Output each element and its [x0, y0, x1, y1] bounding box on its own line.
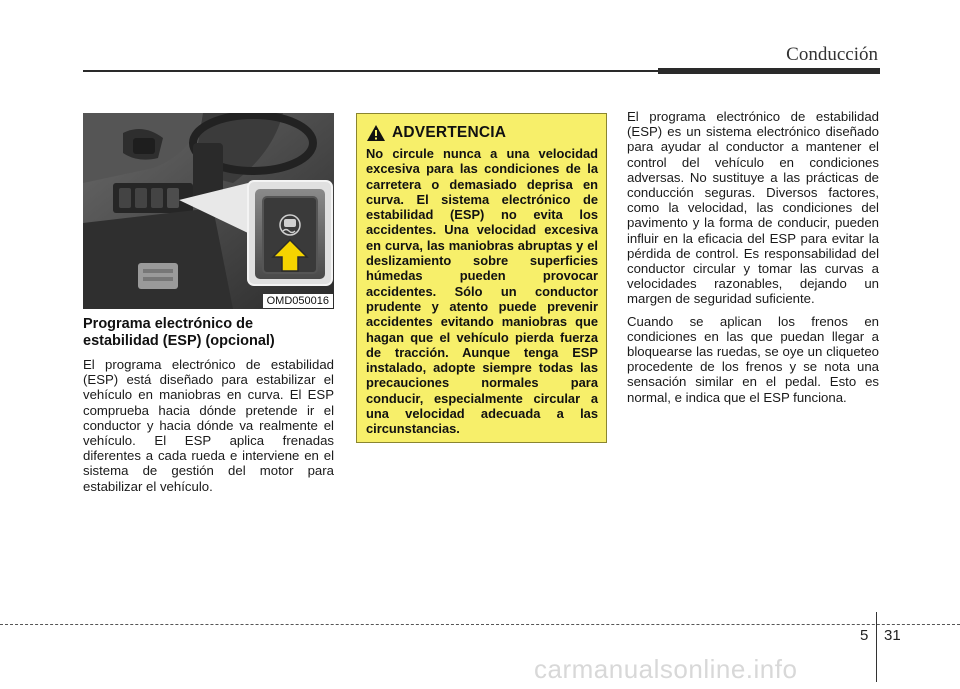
page-number: 31 [884, 627, 901, 644]
footer-rule [0, 624, 960, 625]
chapter-number: 5 [860, 627, 869, 644]
warning-title: ADVERTENCIA [392, 124, 507, 141]
right-column [627, 109, 879, 405]
left-column [83, 316, 334, 494]
esp-braking-paragraph: Cuando se aplican los frenos en condiciones en las que puedan llegar a bloquearse las ruedas, se oye un cliqueteo procedente de los frenos y se nota una sensación similar en el pedal. Esto es normal, e indica que el ESP funciona. [627, 313, 879, 405]
figure-code: OMD050016 [263, 294, 333, 308]
header-rule [83, 70, 658, 72]
esp-button-photo [83, 113, 334, 309]
esp-intro-paragraph: El programa electrónico de estabilidad (ESP) está diseñado para estabilizar el vehículo en maniobras en curva. El ESP comprueba hacia dónde pretende ir el conductor y hacia dónde va realmente el vehículo. El ESP aplica frenadas diferentes a cada rueda e interviene en el sistema de gestión del motor para estabilizar el vehículo. [83, 357, 334, 494]
section-title: Conducción [786, 44, 878, 65]
esp-heading-line2: estabilidad (ESP) (opcional) [83, 333, 275, 349]
warning-body: No circule nunca a una velocidad excesiva para las condiciones de la carretera o demasiado deprisa en curva. El sistema electrónico de estabilidad (ESP) no evita los accidentes. Una velocidad excesiva en curva, las maniobras abruptas y el deslizamiento sobre superficies húmedas pueden provocar accidentes. Sólo un conductor prudente y atento puede prevenir accidentes evitando maniobras que hagan que el vehículo pierda fuerza de tracción. Aunque tenga ESP instalado, adopte siempre todas las precauciones normales para conducir, especialmente circular a una velocidad adecuada a las circunstancias. [366, 146, 598, 437]
header-rule-accent [658, 68, 880, 74]
esp-heading-line1: Programa electrónico de [83, 316, 254, 332]
warning-triangle-icon [366, 124, 386, 142]
watermark: carmanualsonline.info [534, 654, 798, 684]
page-number-divider [876, 612, 877, 682]
warning-box [356, 113, 607, 443]
esp-heading [83, 316, 334, 350]
warning-header [366, 124, 598, 142]
esp-description-paragraph: El programa electrónico de estabilidad (ESP) es un sistema electrónico diseñado para ayudar al conductor a mantener el control del vehículo en condiciones adversas. No sustituye a las prácticas de conducción seguras. Diversos factores, como la velocidad, las condiciones del pavimento y la forma de conducir, pueden influir en la eficacia del ESP para evitar la pérdida de control. Es responsabilidad del conductor circular y tomar las curvas a velocidades razonables, dejando un margen de seguridad suficiente. [627, 109, 879, 307]
